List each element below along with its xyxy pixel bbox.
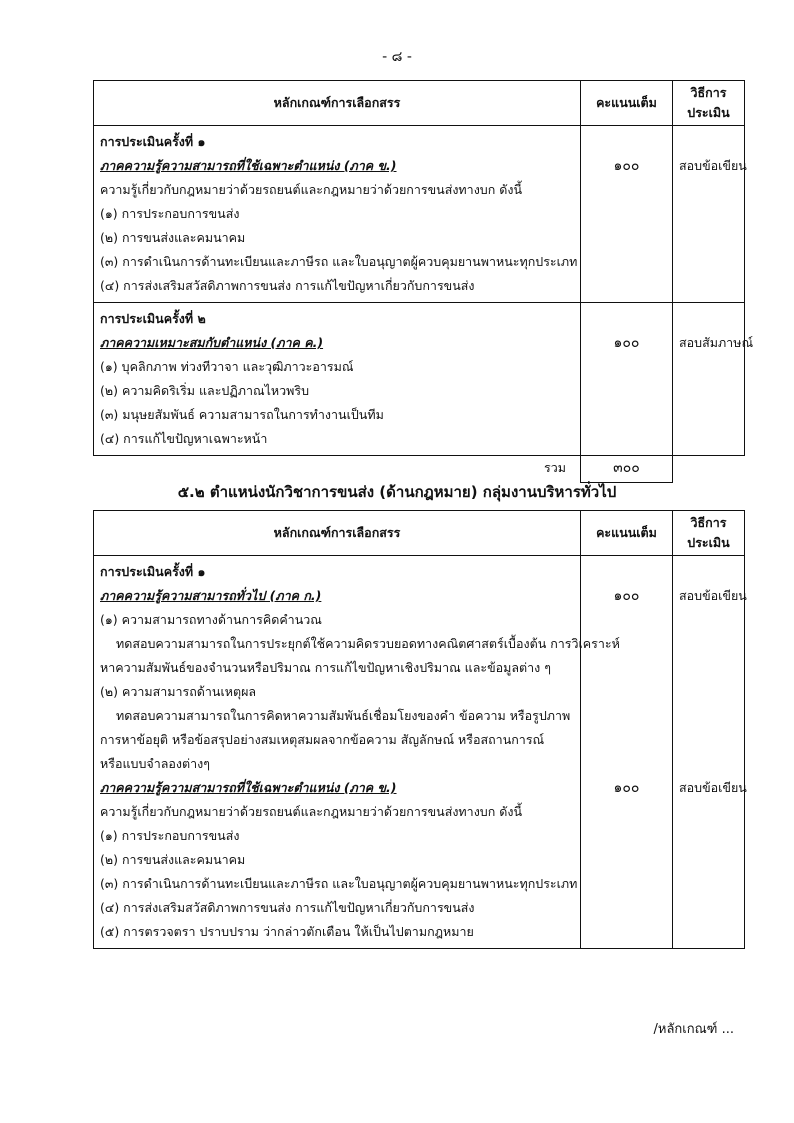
list-item: (๕) การตรวจตรา ปราบปราม ว่ากล่าวตักเตือน ให้เป็นไปตามกฎหมาย xyxy=(100,924,474,939)
list-item: (๑) การประกอบการขนส่ง xyxy=(100,206,240,221)
list-item: (๔) การส่งเสริมสวัสดิภาพการขนส่ง การแก้ไขปัญหาเกี่ยวกับการขนส่ง xyxy=(100,278,475,293)
table-row-round2 xyxy=(94,303,745,456)
header-criteria: หลักเกณฑ์การเลือกสรร xyxy=(94,511,581,556)
score-value: ๑๐๐ xyxy=(613,780,640,796)
table-header-row xyxy=(94,81,745,126)
list-item: (๒) ความคิดริเริ่ม และปฏิภาณไหวพริบ xyxy=(100,383,310,398)
section-heading: ๕.๒ ตำแหน่งนักวิชาการขนส่ง (ด้านกฎหมาย) กลุ่มงานบริหารทั่วไป xyxy=(177,483,617,501)
criteria-table-1 xyxy=(93,80,754,483)
method-cell xyxy=(673,126,745,303)
list-item: (๔) การแก้ไขปัญหาเฉพาะหน้า xyxy=(100,431,268,446)
item-description: หรือแบบจำลองต่างๆ xyxy=(100,756,210,771)
score-value: ๑๐๐ xyxy=(613,335,640,351)
list-item: (๒) ความสามารถด้านเหตุผล xyxy=(100,684,257,699)
continuation-note: /หลักเกณฑ์ ... xyxy=(653,1022,734,1037)
list-item: (๓) มนุษยสัมพันธ์ ความสามารถในการทำงานเป็นทีม xyxy=(100,407,384,422)
list-item: (๒) การขนส่งและคมนาคม xyxy=(100,852,246,867)
method-value: สอบข้อเขียน xyxy=(679,158,747,173)
score-cell xyxy=(581,126,673,303)
part-intro: ความรู้เกี่ยวกับกฎหมายว่าด้วยรถยนต์และกฎหมายว่าด้วยการขนส่งทางบก ดังนี้ xyxy=(100,182,523,197)
list-item: (๑) การประกอบการขนส่ง xyxy=(100,828,240,843)
score-value: ๑๐๐ xyxy=(613,588,640,604)
list-item: (๓) การดำเนินการด้านทะเบียนและภาษีรถ และใบอนุญาตผู้ควบคุมยานพาหนะทุกประเภท xyxy=(100,254,578,269)
part-title: ภาคความเหมาะสมกับตำแหน่ง (ภาค ค.) xyxy=(100,335,324,350)
header-method-text: วิธีการ ประเมิน xyxy=(687,515,730,550)
part-title: ภาคความรู้ความสามารถทั่วไป (ภาค ก.) xyxy=(100,588,322,603)
list-item: (๒) การขนส่งและคมนาคม xyxy=(100,230,246,245)
header-method xyxy=(673,511,745,556)
total-value: ๓๐๐ xyxy=(581,456,673,483)
total-empty-cell xyxy=(673,456,745,483)
score-value: ๑๐๐ xyxy=(613,158,640,174)
header-method-text: วิธีการ ประเมิน xyxy=(687,85,730,120)
score-cell xyxy=(581,556,673,949)
round-title: การประเมินครั้งที่ ๑ xyxy=(100,564,206,579)
part-title: ภาคความรู้ความสามารถที่ใช้เฉพาะตำแหน่ง (ภาค ข.) xyxy=(100,158,397,173)
table-header-row xyxy=(94,511,745,556)
round-title: การประเมินครั้งที่ ๒ xyxy=(100,311,206,326)
method-cell xyxy=(673,303,754,456)
part-intro: ความรู้เกี่ยวกับกฎหมายว่าด้วยรถยนต์และกฎหมายว่าด้วยการขนส่งทางบก ดังนี้ xyxy=(100,804,523,819)
header-score: คะแนนเต็ม xyxy=(581,81,673,126)
table-row-round1 xyxy=(94,126,745,303)
criteria-table-2 xyxy=(93,510,745,949)
list-item: (๑) ความสามารถทางด้านการคิดคำนวณ xyxy=(100,612,322,627)
item-description: ทดสอบความสามารถในการประยุกต์ใช้ความคิดรวบยอดทางคณิตศาสตร์เบื้องต้น การวิเคราะห์ xyxy=(116,636,620,651)
method-value: สอบสัมภาษณ์ xyxy=(679,335,754,350)
list-item: (๔) การส่งเสริมสวัสดิภาพการขนส่ง การแก้ไขปัญหาเกี่ยวกับการขนส่ง xyxy=(100,900,475,915)
criteria-cell xyxy=(94,126,581,303)
round-title: การประเมินครั้งที่ ๑ xyxy=(100,134,206,149)
item-description: ทดสอบความสามารถในการคิดหาความสัมพันธ์เชื่อมโยงของคำ ข้อความ หรือรูปภาพ xyxy=(116,708,571,723)
method-cell xyxy=(673,556,745,949)
score-cell xyxy=(581,303,673,456)
method-value: สอบข้อเขียน xyxy=(679,588,747,603)
item-description: การหาข้อยุติ หรือข้อสรุปอย่างสมเหตุสมผลจากข้อความ สัญลักษณ์ หรือสถานการณ์ xyxy=(100,732,545,747)
criteria-cell xyxy=(94,303,581,456)
item-description: หาความสัมพันธ์ของจำนวนหรือปริมาณ การแก้ไขปัญหาเชิงปริมาณ และข้อมูลต่าง ๆ xyxy=(100,660,551,675)
header-score: คะแนนเต็ม xyxy=(581,511,673,556)
method-value: สอบข้อเขียน xyxy=(679,780,747,795)
total-row xyxy=(94,456,745,483)
part-title: ภาคความรู้ความสามารถที่ใช้เฉพาะตำแหน่ง (ภาค ข.) xyxy=(100,780,397,795)
list-item: (๑) บุคลิกภาพ ท่วงทีวาจา และวุฒิภาวะอารมณ์ xyxy=(100,359,354,374)
header-criteria: หลักเกณฑ์การเลือกสรร xyxy=(94,81,581,126)
total-label: รวม xyxy=(544,460,566,475)
header-method xyxy=(673,81,745,126)
criteria-cell xyxy=(94,556,620,949)
table-row-round1 xyxy=(94,556,745,949)
page-number: - ๘ - xyxy=(382,49,412,65)
list-item: (๓) การดำเนินการด้านทะเบียนและภาษีรถ และใบอนุญาตผู้ควบคุมยานพาหนะทุกประเภท xyxy=(100,876,578,891)
